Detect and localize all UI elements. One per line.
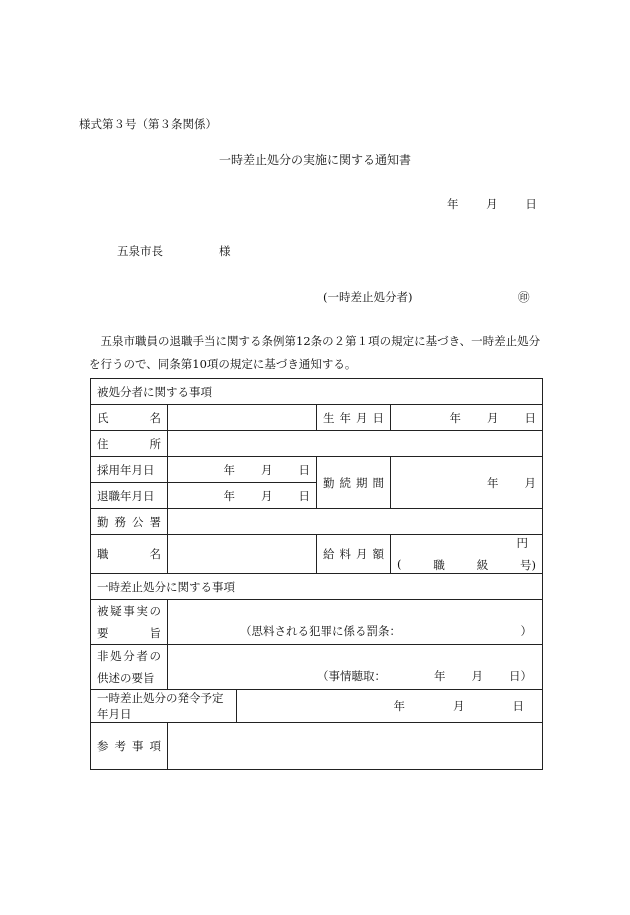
remarks-value[interactable]: [168, 723, 543, 770]
notification-form-table: [90, 378, 543, 770]
addressee-honorific: 様: [219, 244, 231, 258]
body-text: [89, 330, 549, 376]
sender-label: (一時差止処分者): [323, 290, 413, 304]
crime-note: （思料される犯罪に係る罰条：: [240, 624, 401, 638]
table-row: [91, 535, 543, 574]
seal-mark: ㊞: [518, 290, 530, 304]
body-line-1: 五泉市職員の退職手当に関する条例第12条の２第１項の規定に基づき、一時差止処分: [100, 334, 541, 348]
table-row: [91, 574, 543, 600]
salary-label: 給 料 月 額: [317, 535, 391, 574]
form-number: 様式第３号（第３条関係）: [79, 117, 217, 131]
issue-date-value[interactable]: 年 月 日: [237, 690, 543, 723]
table-row: [91, 431, 543, 457]
suspicion-summary-label: 被 疑 事 実 の 要 旨: [91, 600, 168, 645]
remarks-label: 参 考 事 項: [91, 723, 168, 770]
service-period-label: 勤 続 期 間: [317, 457, 391, 509]
suspicion-summary-value[interactable]: [168, 600, 543, 645]
statement-summary-value[interactable]: （事情聴取： 年 月 日）: [168, 645, 543, 690]
table-row: [91, 379, 543, 405]
date-month: 月: [486, 197, 498, 211]
address-label: 住 所: [91, 431, 168, 457]
date-day: 日: [525, 197, 537, 211]
table-row: [91, 645, 543, 690]
position-label: 職 名: [91, 535, 168, 574]
hire-date-label: 採用年月日: [91, 457, 168, 483]
table-row: [91, 690, 543, 723]
salary-value[interactable]: [391, 535, 543, 574]
name-value[interactable]: [168, 405, 317, 431]
table-row: [91, 600, 543, 645]
statement-summary-label: 非 処 分 者 の 供述の要旨: [91, 645, 168, 690]
hire-date-value[interactable]: 年 月 日: [168, 457, 317, 483]
grade-fields: ( 職 級 号): [397, 557, 537, 572]
yen-unit: 円: [516, 536, 529, 550]
retire-date-label: 退職年月日: [91, 483, 168, 509]
section-header-suspension: 一時差止処分に関する事項: [91, 574, 543, 600]
service-period-value[interactable]: 年 月: [391, 457, 543, 509]
office-label: 勤 務 公 署: [91, 509, 168, 535]
name-label: 氏 名: [91, 405, 168, 431]
table-row: [91, 457, 543, 483]
table-row: [91, 509, 543, 535]
document-date: [447, 196, 537, 212]
hearing-note: （事情聴取：: [317, 669, 387, 683]
section-header-subject: 被処分者に関する事項: [91, 379, 543, 405]
retire-date-value[interactable]: 年 月 日: [168, 483, 317, 509]
issue-date-label: 一時差止処分の発令予定年月日: [91, 690, 237, 723]
date-year: 年: [447, 197, 459, 211]
crime-note-close: ）: [520, 624, 533, 638]
birth-date-label: 生 年 月 日: [317, 405, 391, 431]
addressee: [117, 243, 231, 259]
document-title: 一時差止処分の実施に関する通知書: [218, 153, 411, 167]
office-value[interactable]: [168, 509, 543, 535]
position-value[interactable]: [168, 535, 317, 574]
body-line-2: を行うので、同条第10項の規定に基づき通知する。: [89, 357, 357, 371]
birth-date-value[interactable]: 年 月 日: [391, 405, 543, 431]
address-value[interactable]: [168, 431, 543, 457]
addressee-name: 五泉市長: [117, 244, 163, 258]
table-row: [91, 723, 543, 770]
table-row: [91, 405, 543, 431]
